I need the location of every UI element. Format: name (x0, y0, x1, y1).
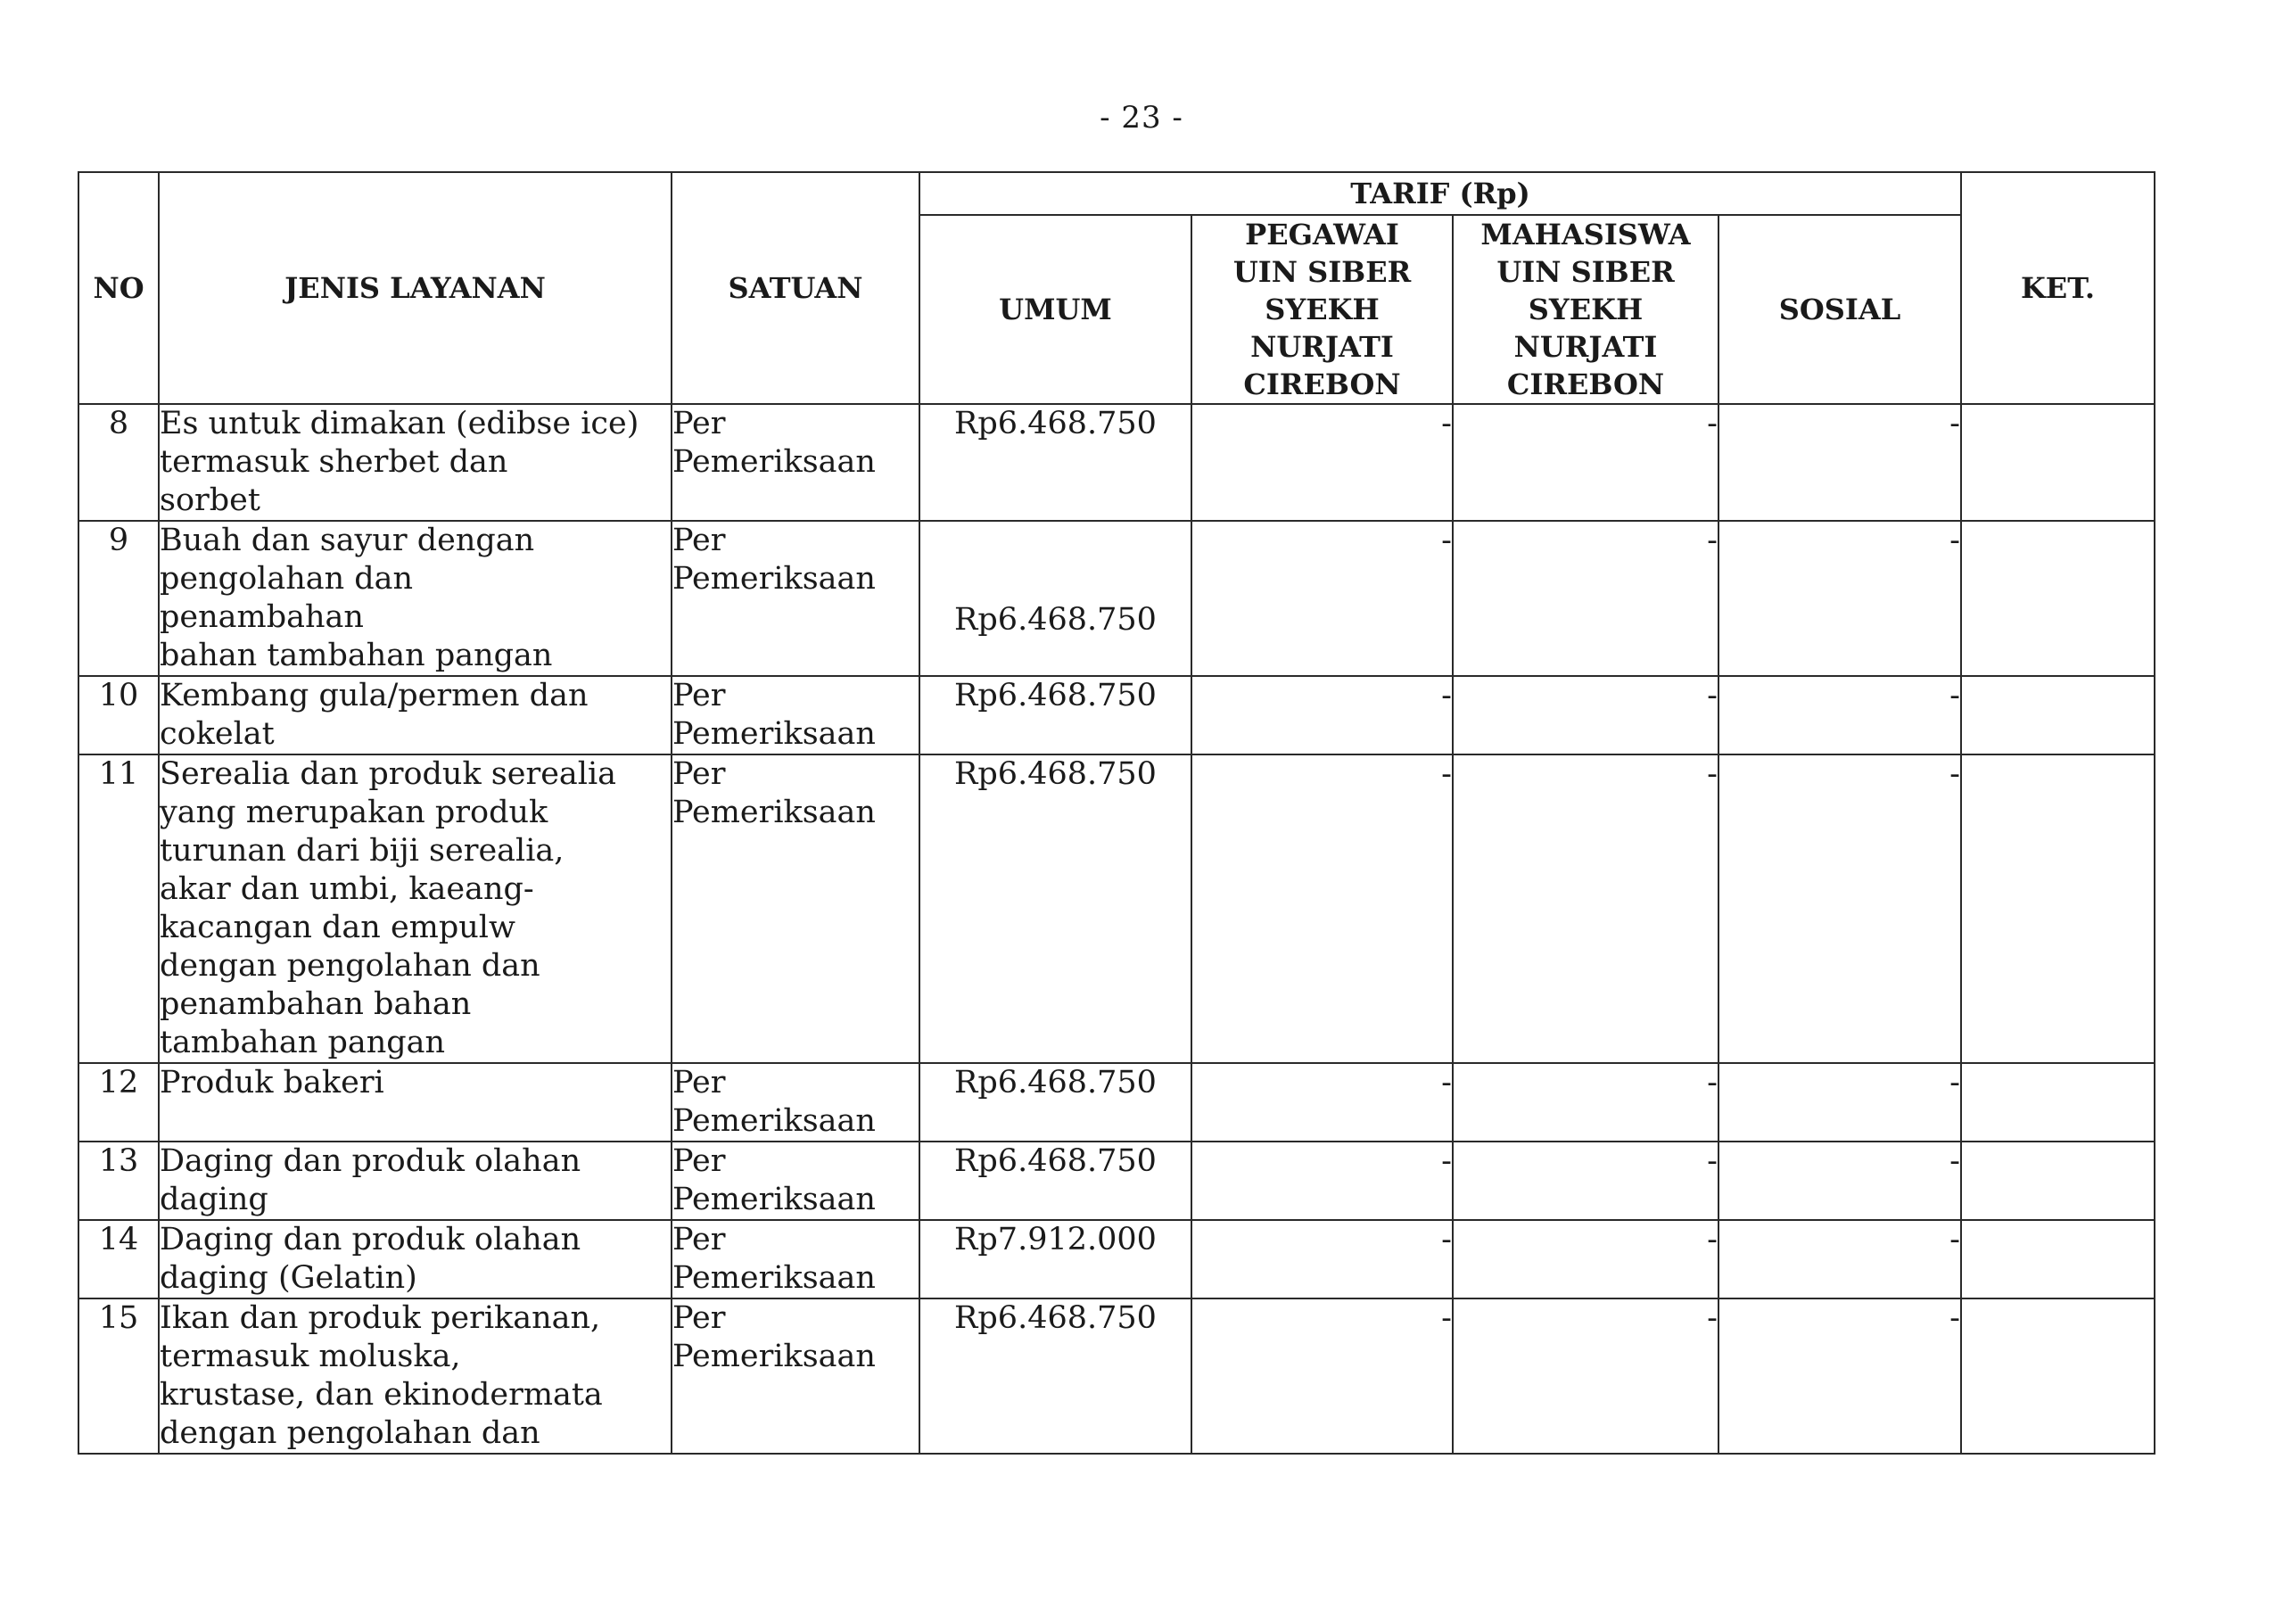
cell-ket (1961, 521, 2155, 676)
cell-satuan: Per Pemeriksaan (672, 1220, 919, 1298)
cell-umum: Rp6.468.750 (919, 1063, 1191, 1142)
cell-satuan: Per Pemeriksaan (672, 754, 919, 1063)
cell-satuan: Per Pemeriksaan (672, 1298, 919, 1454)
header-umum: UMUM (919, 215, 1191, 404)
cell-no: 13 (78, 1142, 159, 1220)
table-row (78, 754, 2155, 1063)
cell-pegawai: - (1191, 1298, 1453, 1454)
cell-mahasiswa: - (1453, 404, 1718, 521)
cell-jenis-layanan: Es untuk dimakan (edibse ice) termasuk sherbet dan sorbet (159, 404, 672, 521)
cell-no: 10 (78, 676, 159, 754)
header-satuan: SATUAN (672, 172, 919, 404)
cell-ket (1961, 1063, 2155, 1142)
cell-sosial: - (1718, 676, 1961, 754)
cell-no: 11 (78, 754, 159, 1063)
table-row (78, 521, 2155, 676)
cell-mahasiswa: - (1453, 1142, 1718, 1220)
cell-satuan: Per Pemeriksaan (672, 1063, 919, 1142)
cell-satuan: Per Pemeriksaan (672, 404, 919, 521)
cell-no: 12 (78, 1063, 159, 1142)
cell-umum: Rp6.468.750 (919, 404, 1191, 521)
cell-ket (1961, 1142, 2155, 1220)
cell-satuan: Per Pemeriksaan (672, 1142, 919, 1220)
cell-sosial: - (1718, 521, 1961, 676)
table-row (78, 676, 2155, 754)
page-number: - 23 - (1100, 100, 1183, 136)
cell-no: 9 (78, 521, 159, 676)
cell-ket (1961, 754, 2155, 1063)
table-row (78, 1220, 2155, 1298)
table-row (78, 1142, 2155, 1220)
cell-ket (1961, 1220, 2155, 1298)
cell-no: 15 (78, 1298, 159, 1454)
cell-pegawai: - (1191, 676, 1453, 754)
cell-sosial: - (1718, 754, 1961, 1063)
cell-umum: Rp6.468.750 (919, 676, 1191, 754)
cell-sosial: - (1718, 1063, 1961, 1142)
cell-ket (1961, 676, 2155, 754)
cell-mahasiswa: - (1453, 676, 1718, 754)
cell-pegawai: - (1191, 1142, 1453, 1220)
header-mahasiswa: MAHASISWA UIN SIBER SYEKH NURJATI CIREBON (1453, 215, 1718, 404)
header-pegawai: PEGAWAI UIN SIBER SYEKH NURJATI CIREBON (1191, 215, 1453, 404)
cell-jenis-layanan: Daging dan produk olahan daging (Gelatin) (159, 1220, 672, 1298)
cell-sosial: - (1718, 1298, 1961, 1454)
cell-jenis-layanan: Buah dan sayur dengan pengolahan dan penambahan bahan tambahan pangan (159, 521, 672, 676)
cell-satuan: Per Pemeriksaan (672, 676, 919, 754)
cell-umum: Rp6.468.750 (919, 521, 1191, 676)
cell-sosial: - (1718, 404, 1961, 521)
cell-jenis-layanan: Serealia dan produk serealia yang merupakan produk turunan dari biji serealia, akar dan umbi, kaeang- kacangan dan empulw dengan pengolahan dan penambahan bahan tambahan pangan (159, 754, 672, 1063)
cell-umum: Rp6.468.750 (919, 1298, 1191, 1454)
cell-pegawai: - (1191, 404, 1453, 521)
cell-pegawai: - (1191, 754, 1453, 1063)
cell-mahasiswa: - (1453, 754, 1718, 1063)
cell-pegawai: - (1191, 521, 1453, 676)
cell-ket (1961, 1298, 2155, 1454)
header-jenis-layanan: JENIS LAYANAN (159, 172, 672, 404)
cell-mahasiswa: - (1453, 1063, 1718, 1142)
cell-jenis-layanan: Daging dan produk olahan daging (159, 1142, 672, 1220)
cell-no: 14 (78, 1220, 159, 1298)
cell-jenis-layanan: Produk bakeri (159, 1063, 672, 1142)
cell-ket (1961, 404, 2155, 521)
header-no: NO (78, 172, 159, 404)
header-tarif-group: TARIF (Rp) (919, 172, 1961, 215)
cell-sosial: - (1718, 1142, 1961, 1220)
cell-sosial: - (1718, 1220, 1961, 1298)
table-body (78, 404, 2155, 1454)
cell-mahasiswa: - (1453, 1220, 1718, 1298)
table-header (78, 172, 2155, 404)
cell-pegawai: - (1191, 1063, 1453, 1142)
cell-mahasiswa: - (1453, 521, 1718, 676)
header-sosial: SOSIAL (1718, 215, 1961, 404)
cell-jenis-layanan: Kembang gula/permen dan cokelat (159, 676, 672, 754)
cell-umum: Rp6.468.750 (919, 754, 1191, 1063)
table-row (78, 1298, 2155, 1454)
table-row (78, 1063, 2155, 1142)
cell-umum: Rp7.912.000 (919, 1220, 1191, 1298)
cell-no: 8 (78, 404, 159, 521)
table-row (78, 404, 2155, 521)
tariff-table (78, 171, 2155, 1455)
cell-satuan: Per Pemeriksaan (672, 521, 919, 676)
cell-umum: Rp6.468.750 (919, 1142, 1191, 1220)
header-ket: KET. (1961, 172, 2155, 404)
cell-pegawai: - (1191, 1220, 1453, 1298)
cell-jenis-layanan: Ikan dan produk perikanan, termasuk moluska, krustase, dan ekinodermata dengan pengolahan dan (159, 1298, 672, 1454)
cell-mahasiswa: - (1453, 1298, 1718, 1454)
